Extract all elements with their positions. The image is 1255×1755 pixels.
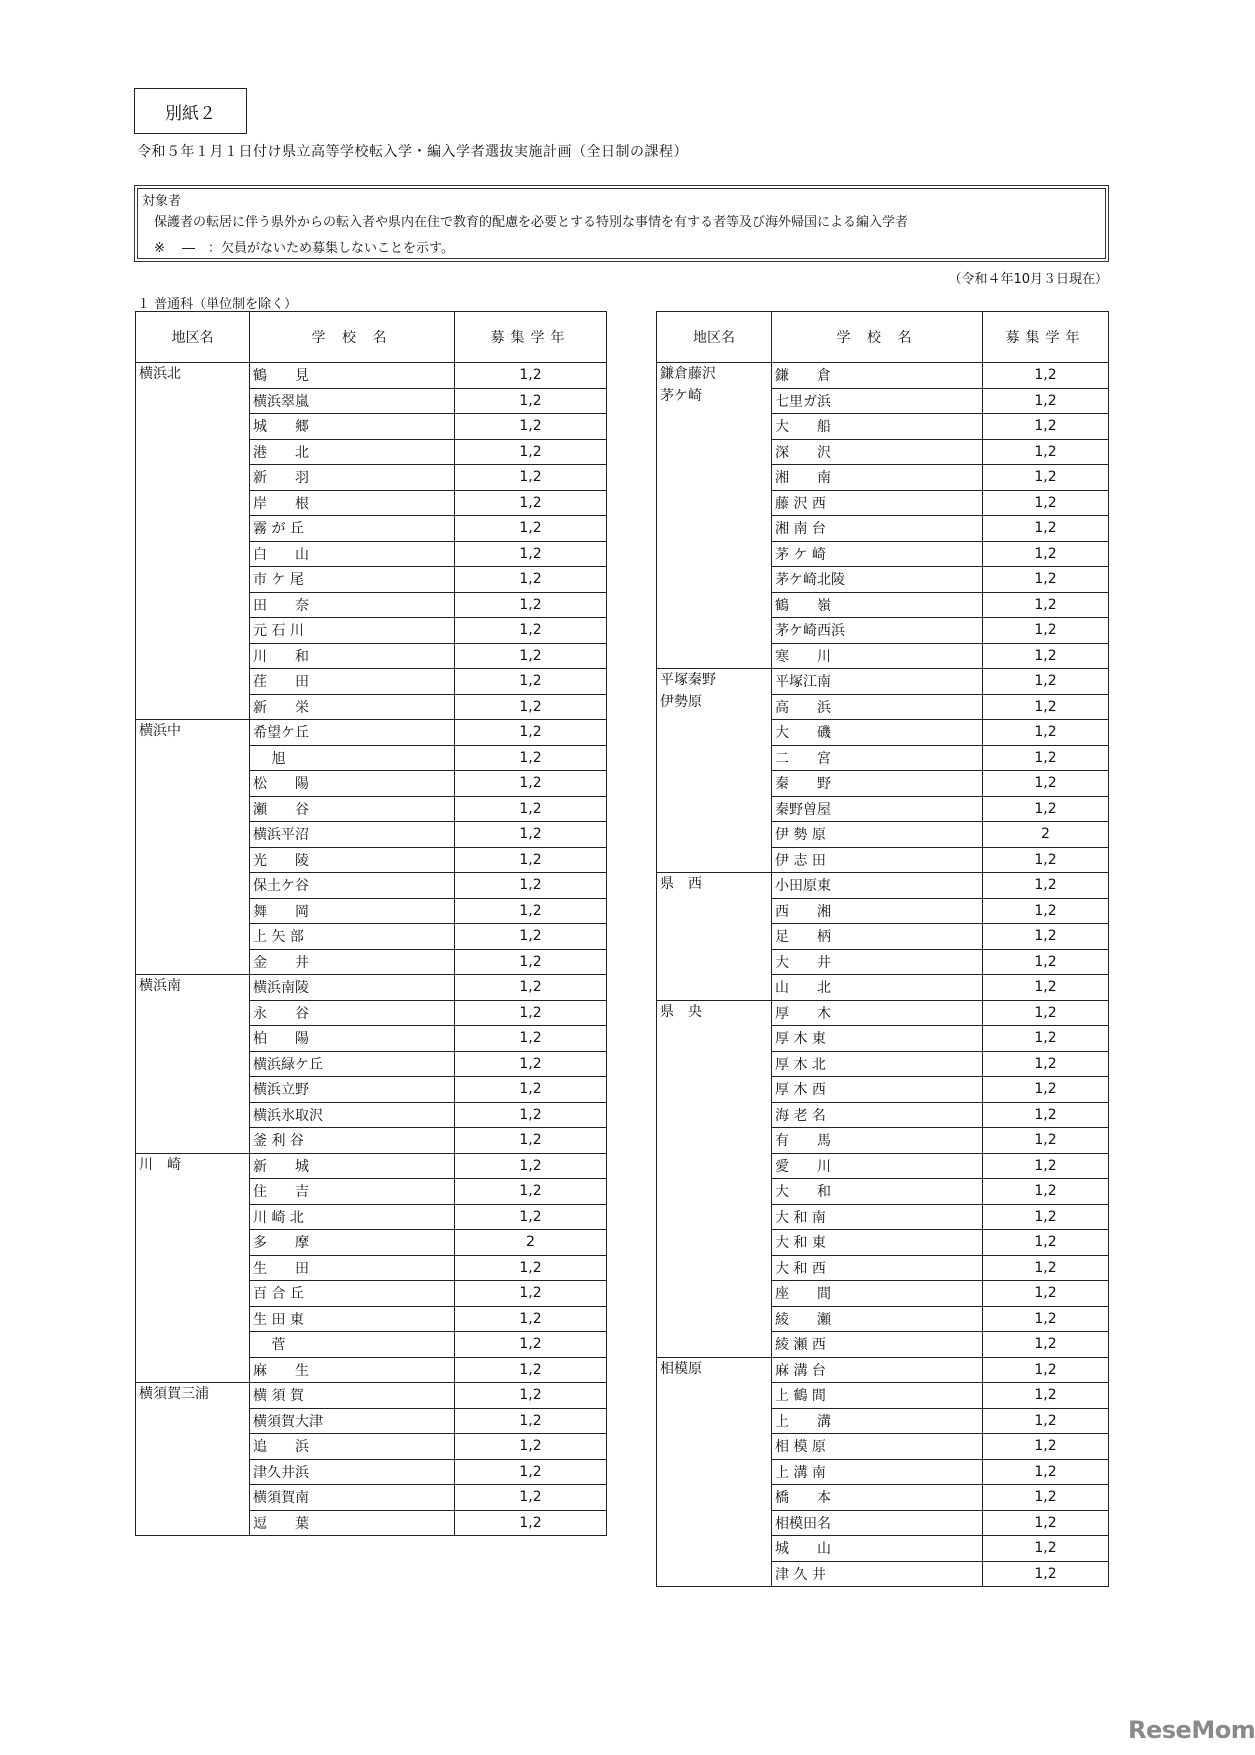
district-cell [657,669,772,873]
school-name: 相 模 原 [772,1434,983,1460]
table-row [657,1000,1109,1026]
recruit-grade: 1,2 [455,949,607,975]
recruit-grade: 1,2 [455,541,607,567]
header-district: 地区名 [136,312,250,363]
school-name: 川 和 [250,643,455,669]
school-name: 岸 根 [250,490,455,516]
recruit-grade: 1,2 [983,1332,1109,1358]
recruit-grade: 1,2 [455,771,607,797]
recruit-grade: 1,2 [983,618,1109,644]
school-name: 津 久 井 [772,1561,983,1587]
school-name: 海 老 名 [772,1102,983,1128]
recruit-grade: 1,2 [983,1536,1109,1562]
notice-note: ※ ― ：欠員がないため募集しないことを示す。 [154,241,454,256]
school-name: 旭 [250,745,455,771]
school-name: 厚 木 東 [772,1026,983,1052]
school-name: 大 和 [772,1179,983,1205]
recruit-grade: 1,2 [455,1281,607,1307]
recruit-grade: 1,2 [983,1485,1109,1511]
district-name: 茅ケ崎 [660,388,702,404]
school-name: 大 和 西 [772,1255,983,1281]
recruit-grade: 1,2 [455,924,607,950]
district-cell [657,873,772,1001]
recruit-grade: 1,2 [983,388,1109,414]
resemom-logo: ReseMom [1128,1716,1255,1744]
recruit-grade: 1,2 [455,1357,607,1383]
recruit-grade: 1,2 [455,1000,607,1026]
recruit-grade: 1,2 [455,847,607,873]
recruit-grade: 1,2 [983,1179,1109,1205]
school-name: 横須賀南 [250,1485,455,1511]
school-name: 大 井 [772,949,983,975]
recruit-grade: 1,2 [983,643,1109,669]
schools-table-right [656,311,1109,1587]
school-name: 愛 川 [772,1153,983,1179]
recruit-grade: 1,2 [455,1204,607,1230]
recruit-grade: 1,2 [983,949,1109,975]
recruit-grade: 1,2 [455,1128,607,1154]
header-district: 地区名 [657,312,772,363]
school-name: 有 馬 [772,1128,983,1154]
recruit-grade: 1,2 [455,745,607,771]
school-name: 厚 木 北 [772,1051,983,1077]
school-name: 川 崎 北 [250,1204,455,1230]
school-name: 市 ケ 尾 [250,567,455,593]
recruit-grade: 1,2 [455,694,607,720]
recruit-grade: 1,2 [983,745,1109,771]
school-name: 二 宮 [772,745,983,771]
school-name: 永 谷 [250,1000,455,1026]
school-name: 城 山 [772,1536,983,1562]
recruit-grade: 1,2 [983,720,1109,746]
table-row [657,669,1109,695]
recruit-grade: 1,2 [455,1306,607,1332]
school-name: 横浜緑ケ丘 [250,1051,455,1077]
recruit-grade: 1,2 [455,1077,607,1103]
recruit-grade: 1,2 [983,669,1109,695]
recruit-grade: 1,2 [983,1000,1109,1026]
district-cell [136,975,250,1154]
school-name: 釜 利 谷 [250,1128,455,1154]
school-name: 上 鶴 間 [772,1383,983,1409]
school-name: 綾 瀬 西 [772,1332,983,1358]
school-name: 横浜南陵 [250,975,455,1001]
recruit-grade: 1,2 [455,465,607,491]
school-name: 伊 志 田 [772,847,983,873]
recruit-grade: 1,2 [455,1051,607,1077]
school-name: 新 栄 [250,694,455,720]
recruit-grade: 1,2 [983,490,1109,516]
school-name: 菅 [250,1332,455,1358]
school-name: 上 溝 [772,1408,983,1434]
school-name: 光 陵 [250,847,455,873]
as-of-date: （令和４年10月３日現在） [948,272,1108,287]
school-name: 茅 ケ 崎 [772,541,983,567]
recruit-grade: 1,2 [455,516,607,542]
school-name: 希望ケ丘 [250,720,455,746]
table-row [136,1383,607,1409]
recruit-grade: 2 [983,822,1109,848]
school-name: 新 羽 [250,465,455,491]
recruit-grade: 1,2 [455,1459,607,1485]
table-row [136,363,607,389]
recruit-grade: 1,2 [983,1561,1109,1587]
header-grade: 募集学年 [455,312,607,363]
district-cell [136,363,250,720]
recruit-grade: 1,2 [455,643,607,669]
recruit-grade: 1,2 [455,1255,607,1281]
school-name: 上 矢 部 [250,924,455,950]
document-title: 令和５年１月１日付け県立高等学校転入学・編入学者選抜実施計画（全日制の課程） [137,144,688,160]
district-name: 横浜中 [139,723,181,739]
school-name: 座 間 [772,1281,983,1307]
district-name: 鎌倉藤沢 [660,366,716,382]
recruit-grade: 1,2 [455,1026,607,1052]
school-name: 平塚江南 [772,669,983,695]
recruit-grade: 2 [455,1230,607,1256]
school-name: 麻 溝 台 [772,1357,983,1383]
school-name: 金 井 [250,949,455,975]
school-name: 新 城 [250,1153,455,1179]
school-name: 茅ケ崎北陵 [772,567,983,593]
table-row [136,975,607,1001]
recruit-grade: 1,2 [455,439,607,465]
school-name: 瀬 谷 [250,796,455,822]
district-name: 平塚秦野 [660,672,716,688]
recruit-grade: 1,2 [983,975,1109,1001]
district-cell [136,1383,250,1536]
school-name: 保土ケ谷 [250,873,455,899]
school-name: 大 和 東 [772,1230,983,1256]
recruit-grade: 1,2 [983,771,1109,797]
recruit-grade: 1,2 [455,1102,607,1128]
recruit-grade: 1,2 [455,898,607,924]
school-name: 横須賀大津 [250,1408,455,1434]
recruit-grade: 1,2 [455,618,607,644]
school-name: 橋 本 [772,1485,983,1511]
recruit-grade: 1,2 [983,1408,1109,1434]
recruit-grade: 1,2 [983,1153,1109,1179]
school-name: 追 浜 [250,1434,455,1460]
school-name: 生 田 [250,1255,455,1281]
recruit-grade: 1,2 [455,363,607,389]
school-name: 津久井浜 [250,1459,455,1485]
school-name: 松 陽 [250,771,455,797]
school-name: 横浜翠嵐 [250,388,455,414]
recruit-grade: 1,2 [983,465,1109,491]
table-row [136,1153,607,1179]
school-name: 秦野曽屋 [772,796,983,822]
notice-box [134,185,1109,262]
school-name: 鶴 嶺 [772,592,983,618]
table-row [657,1357,1109,1383]
district-name: 横浜南 [139,978,181,994]
recruit-grade: 1,2 [455,567,607,593]
school-name: 港 北 [250,439,455,465]
school-name: 上 溝 南 [772,1459,983,1485]
recruit-grade: 1,2 [455,1485,607,1511]
recruit-grade: 1,2 [455,414,607,440]
table-row [657,873,1109,899]
recruit-grade: 1,2 [983,541,1109,567]
school-name: 横浜氷取沢 [250,1102,455,1128]
recruit-grade: 1,2 [983,1204,1109,1230]
school-name: 山 北 [772,975,983,1001]
section-title: １ 普通科（単位制を除く） [137,297,298,312]
recruit-grade: 1,2 [455,1510,607,1536]
district-name: 横浜北 [139,366,181,382]
recruit-grade: 1,2 [983,1357,1109,1383]
recruit-grade: 1,2 [983,363,1109,389]
recruit-grade: 1,2 [983,847,1109,873]
school-name: 湘 南 台 [772,516,983,542]
school-name: 田 奈 [250,592,455,618]
school-name: 多 摩 [250,1230,455,1256]
school-name: 横 須 賀 [250,1383,455,1409]
school-name: 茅ケ崎西浜 [772,618,983,644]
school-name: 厚 木 西 [772,1077,983,1103]
school-name: 城 郷 [250,414,455,440]
recruit-grade: 1,2 [983,1026,1109,1052]
school-name: 寒 川 [772,643,983,669]
district-name: 伊勢原 [660,694,702,710]
recruit-grade: 1,2 [983,1102,1109,1128]
district-name: 相模原 [660,1360,702,1377]
recruit-grade: 1,2 [983,1077,1109,1103]
school-name: 柏 陽 [250,1026,455,1052]
recruit-grade: 1,2 [455,669,607,695]
recruit-grade: 1,2 [983,567,1109,593]
recruit-grade: 1,2 [983,1434,1109,1460]
school-name: 横浜立野 [250,1077,455,1103]
school-name: 白 山 [250,541,455,567]
recruit-grade: 1,2 [983,516,1109,542]
school-name: 高 浜 [772,694,983,720]
school-name: 藤 沢 西 [772,490,983,516]
school-name: 大 和 南 [772,1204,983,1230]
school-name: 生 田 東 [250,1306,455,1332]
school-name: 七里ガ浜 [772,388,983,414]
school-name: 大 磯 [772,720,983,746]
recruit-grade: 1,2 [983,1255,1109,1281]
recruit-grade: 1,2 [455,1434,607,1460]
district-cell [657,1357,772,1587]
recruit-grade: 1,2 [455,1179,607,1205]
school-name: 鶴 見 [250,363,455,389]
header-school: 学 校 名 [772,312,983,363]
recruit-grade: 1,2 [983,439,1109,465]
school-name: 足 柄 [772,924,983,950]
recruit-grade: 1,2 [983,414,1109,440]
recruit-grade: 1,2 [983,924,1109,950]
recruit-grade: 1,2 [455,822,607,848]
recruit-grade: 1,2 [983,1459,1109,1485]
notice-heading: 対象者 [142,194,182,209]
recruit-grade: 1,2 [983,1510,1109,1536]
attachment-label: 別紙２ [134,88,247,134]
table-row [657,363,1109,389]
notice-body: 保護者の転居に伴う県外からの転入者や県内在住で教育的配慮を必要とする特別な事情を有する者等及び海外帰国による編入学者 [154,215,909,230]
schools-table-left [135,311,607,1536]
school-name: 鎌 倉 [772,363,983,389]
school-name: 綾 瀬 [772,1306,983,1332]
recruit-grade: 1,2 [455,1408,607,1434]
recruit-grade: 1,2 [455,1383,607,1409]
recruit-grade: 1,2 [983,873,1109,899]
recruit-grade: 1,2 [983,898,1109,924]
school-name: 横浜平沼 [250,822,455,848]
recruit-grade: 1,2 [983,1051,1109,1077]
recruit-grade: 1,2 [983,796,1109,822]
recruit-grade: 1,2 [455,975,607,1001]
recruit-grade: 1,2 [455,873,607,899]
recruit-grade: 1,2 [455,796,607,822]
recruit-grade: 1,2 [983,1306,1109,1332]
recruit-grade: 1,2 [983,1230,1109,1256]
recruit-grade: 1,2 [983,592,1109,618]
district-name: 県 央 [660,1003,702,1020]
school-name: 霧 が 丘 [250,516,455,542]
district-name: 県 西 [660,876,702,892]
school-name: 小田原東 [772,873,983,899]
school-name: 伊 勢 原 [772,822,983,848]
district-cell [657,363,772,669]
recruit-grade: 1,2 [983,694,1109,720]
recruit-grade: 1,2 [455,720,607,746]
school-name: 西 湘 [772,898,983,924]
school-name: 荏 田 [250,669,455,695]
school-name: 大 船 [772,414,983,440]
school-name: 元 石 川 [250,618,455,644]
recruit-grade: 1,2 [983,1383,1109,1409]
school-name: 逗 葉 [250,1510,455,1536]
recruit-grade: 1,2 [983,1128,1109,1154]
school-name: 住 吉 [250,1179,455,1205]
header-grade: 募集学年 [983,312,1109,363]
school-name: 相模田名 [772,1510,983,1536]
recruit-grade: 1,2 [455,1332,607,1358]
recruit-grade: 1,2 [983,1281,1109,1307]
school-name: 厚 木 [772,1000,983,1026]
district-name: 横須賀三浦 [139,1386,209,1402]
district-cell [136,1153,250,1383]
school-name: 秦 野 [772,771,983,797]
recruit-grade: 1,2 [455,388,607,414]
school-name: 深 沢 [772,439,983,465]
district-name: 川 崎 [139,1156,181,1173]
header-school: 学 校 名 [250,312,455,363]
district-cell [657,1000,772,1357]
school-name: 湘 南 [772,465,983,491]
recruit-grade: 1,2 [455,592,607,618]
recruit-grade: 1,2 [455,1153,607,1179]
recruit-grade: 1,2 [455,490,607,516]
table-row [136,720,607,746]
school-name: 舞 岡 [250,898,455,924]
school-name: 麻 生 [250,1357,455,1383]
school-name: 百 合 丘 [250,1281,455,1307]
district-cell [136,720,250,975]
